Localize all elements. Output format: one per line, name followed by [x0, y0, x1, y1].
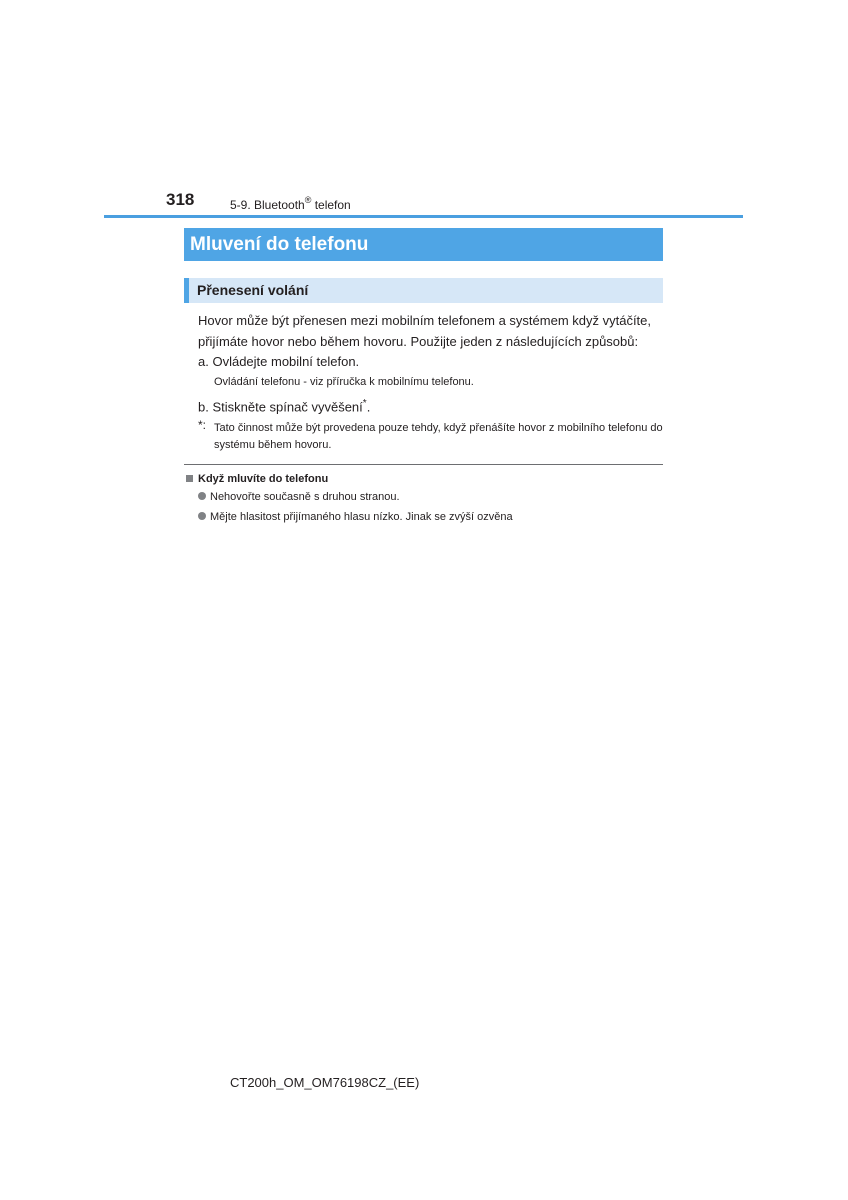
- step-a-note: Ovládání telefonu - viz příručka k mobilnímu telefonu.: [214, 376, 474, 388]
- section-title: Mluvení do telefonu: [184, 228, 663, 261]
- note-heading-text: Když mluvíte do telefonu: [198, 473, 329, 485]
- square-bullet-icon: [186, 475, 193, 482]
- list-item-text: Mějte hlasitost přijímaného hlasu nízko. Jinak se zvýší ozvěna: [210, 511, 513, 523]
- chapter-suffix: telefon: [311, 198, 351, 212]
- step-b-label: b.: [198, 399, 209, 415]
- section-divider: [184, 464, 663, 465]
- list-item-text: Nehovořte současně s druhou stranou.: [210, 491, 400, 503]
- subsection-title: Přenesení volání: [184, 278, 663, 303]
- list-item: [198, 491, 400, 503]
- step-a: [198, 353, 359, 371]
- page-number: 318: [166, 190, 195, 209]
- note-heading: [186, 473, 328, 485]
- chapter-title: [230, 196, 351, 212]
- circle-bullet-icon: [198, 512, 206, 520]
- footer-code: CT200h_OM_OM76198CZ_(EE): [230, 1075, 420, 1090]
- header-rule: [104, 215, 743, 218]
- step-b-asterisk: *: [362, 398, 367, 409]
- circle-bullet-icon: [198, 492, 206, 500]
- step-a-label: a.: [198, 354, 209, 369]
- step-b: [198, 395, 370, 416]
- intro-paragraph: Hovor může být přenesen mezi mobilním telefonem a systémem když vytáčíte, přijímáte hovor nebo během hovoru. Použijte jeden z následujících způsobů:: [198, 313, 652, 349]
- list-item: [198, 511, 513, 523]
- footnote-text: Tato činnost může být provedena pouze tehdy, když přenášíte hovor z mobilního telefonu do systému během hovoru.: [214, 422, 663, 451]
- step-a-text: Ovládejte mobilní telefon.: [212, 354, 360, 369]
- footnote-mark: *:: [198, 418, 207, 432]
- step-b-end: .: [366, 399, 371, 415]
- chapter-name: 5-9. Bluetooth: [230, 198, 305, 212]
- step-b-text: Stiskněte spínač vyvěšení: [212, 399, 363, 415]
- registered-mark: ®: [304, 195, 312, 205]
